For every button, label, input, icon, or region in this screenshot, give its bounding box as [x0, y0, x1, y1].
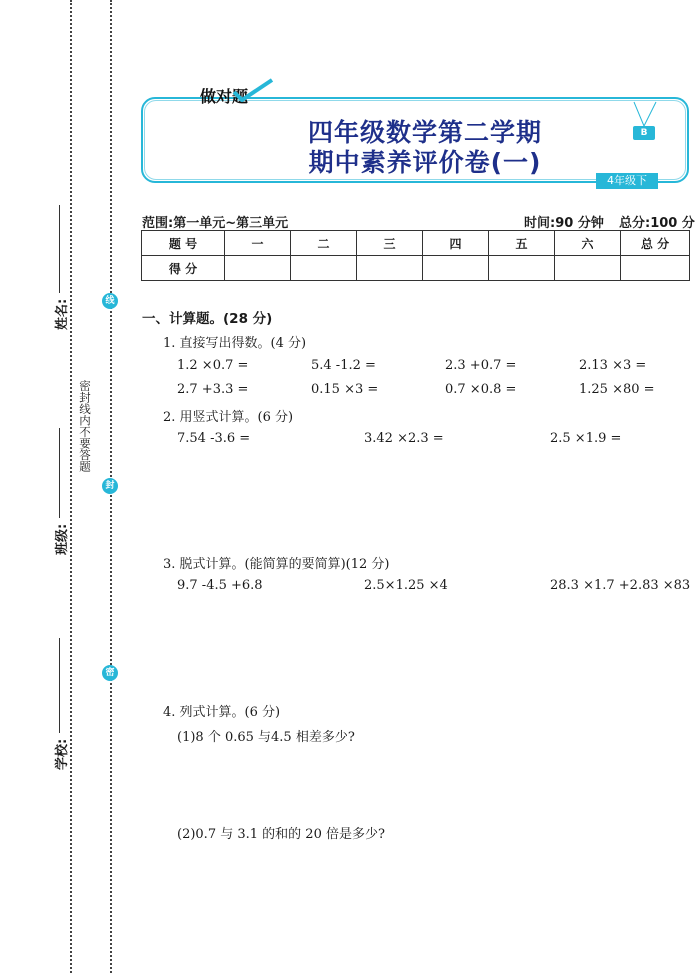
score-cell[interactable]: [621, 256, 690, 281]
q1-item: 2.3 +0.7 =: [445, 358, 517, 373]
score-row-label: 得 分: [142, 256, 225, 281]
binding-line-outer: [70, 0, 72, 973]
exam-title-line1: 四年级数学第二学期: [307, 118, 542, 147]
q4-item: (2)0.7 与 3.1 的和的 20 倍是多少?: [177, 827, 385, 842]
table-header-cell: 六: [555, 231, 621, 256]
seal-notice: 密封线内不要答题: [78, 380, 92, 472]
score-cell[interactable]: [555, 256, 621, 281]
q1-item: 1.25 ×80 =: [579, 382, 655, 397]
exam-title-line2: 期中素养评价卷(一): [308, 148, 542, 177]
q1-item: 2.7 +3.3 =: [177, 382, 249, 397]
q1-item: 0.15 ×3 =: [311, 382, 379, 397]
table-header-cell: 四: [423, 231, 489, 256]
exam-total-score: 总分:100 分: [619, 216, 695, 231]
score-cell[interactable]: [225, 256, 291, 281]
q2-item: 7.54 -3.6 =: [177, 431, 251, 446]
table-header-cell: 二: [291, 231, 357, 256]
q2-item: 3.42 ×2.3 =: [364, 431, 444, 446]
score-cell[interactable]: [489, 256, 555, 281]
table-header-cell: 总 分: [621, 231, 690, 256]
q3-item: 2.5×1.25 ×4: [364, 578, 448, 593]
class-blank: [59, 428, 60, 518]
version-badge: B: [633, 126, 655, 140]
name-blank: [59, 205, 60, 293]
score-cell[interactable]: [291, 256, 357, 281]
score-table: [141, 230, 690, 281]
question-4-title: 4. 列式计算。(6 分): [163, 705, 281, 720]
question-1-title: 1. 直接写出得数。(4 分): [163, 336, 307, 351]
school-label: 学校:: [55, 738, 70, 770]
badge-string-icon: [630, 100, 660, 128]
score-cell[interactable]: [357, 256, 423, 281]
q1-item: 1.2 ×0.7 =: [177, 358, 249, 373]
q1-item: 5.4 -1.2 =: [311, 358, 376, 373]
brand-logo: 做对题: [200, 87, 249, 106]
seal-circle-line: 线: [102, 293, 118, 309]
section-1-title: 一、计算题。(28 分): [142, 311, 273, 327]
seal-circle-seal: 封: [102, 478, 118, 494]
table-header-cell: 题 号: [142, 231, 225, 256]
table-header-cell: 一: [225, 231, 291, 256]
q1-item: 2.13 ×3 =: [579, 358, 647, 373]
q2-item: 2.5 ×1.9 =: [550, 431, 622, 446]
class-label: 班级:: [55, 523, 70, 555]
school-blank: [59, 638, 60, 733]
grade-tag: 4年级下: [596, 173, 658, 189]
name-label: 姓名:: [55, 298, 70, 330]
table-header-cell: 三: [357, 231, 423, 256]
exam-range: 范围:第一单元~第三单元: [142, 216, 289, 231]
q1-item: 0.7 ×0.8 =: [445, 382, 517, 397]
score-cell[interactable]: [423, 256, 489, 281]
question-2-title: 2. 用竖式计算。(6 分): [163, 410, 294, 425]
q3-item: 28.3 ×1.7 +2.83 ×83: [550, 578, 691, 593]
table-header-cell: 五: [489, 231, 555, 256]
title-block: [190, 0, 660, 200]
exam-time: 时间:90 分钟: [524, 216, 604, 231]
q4-item: (1)8 个 0.65 与4.5 相差多少?: [177, 730, 355, 745]
seal-circle-secret: 密: [102, 665, 118, 681]
table-row: [142, 256, 690, 281]
q3-item: 9.7 -4.5 +6.8: [177, 578, 263, 593]
question-3-title: 3. 脱式计算。(能简算的要简算)(12 分): [163, 557, 390, 572]
table-row: [142, 231, 690, 256]
